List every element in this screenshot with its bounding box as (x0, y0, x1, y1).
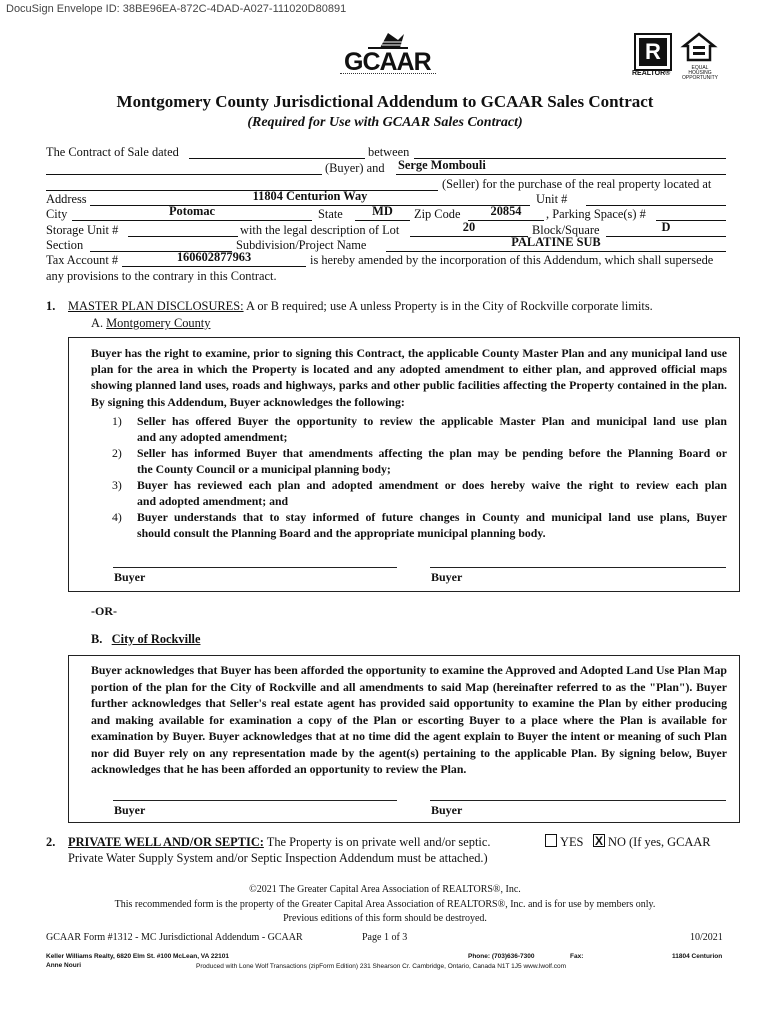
buyer-signature-line-b2[interactable] (430, 800, 726, 801)
property-ref: 11804 Centurion (672, 953, 723, 960)
city-value: Potomac (168, 204, 216, 218)
section-b-text: Buyer acknowledges that Buyer has been afforded the opportunity to examine the Approved and Adopted Land Use Plan Map portion of the plan for the City of Rockville and all amendments to said Map (hereinafter referred to as the "Plan"). Buyer further acknowledges that Seller's real estate agent has provided said opportunity to examine the Plan by either producing and making available for examination a copy of the Plan or escorting Buyer to a place where the Plan is available for examination by Buyer. Buyer acknowledges that at no time did the agent explain to Buyer the intent or meaning of such Plan nor did Buyer rely on any representation made by the agent(s) pertaining to the applicable Plan. By signing below, Buyer acknowledges that he has been afforded an opportunity to review the Plan. (91, 663, 727, 776)
tax-value: 160602877963 (176, 250, 252, 264)
list-item (112, 413, 727, 445)
section1-heading: MASTER PLAN DISCLOSURES: (68, 299, 244, 313)
storage-field[interactable] (128, 223, 238, 237)
section-a-heading-line (91, 316, 210, 331)
no-checkbox[interactable]: X (594, 834, 603, 848)
fax: Fax: (570, 953, 584, 960)
parking-field[interactable] (656, 207, 726, 221)
document-subtitle: (Required for Use with GCAAR Sales Contract) (247, 115, 523, 130)
section-b-heading-line (91, 632, 200, 647)
list-text-line1: Buyer has reviewed each plan and adopted amendment or does hereby waive the right to review each plan (137, 478, 727, 492)
amended-text: is hereby amended by the incorporation of this Addendum, which shall supersede (310, 253, 714, 267)
section1-heading-rest: A or B required; use A unless Property is in the City of Rockville corporate limits. (245, 299, 653, 313)
address-value: 11804 Centurion Way (252, 189, 368, 203)
zip-label: Zip Code (414, 207, 461, 221)
list-text-line2: and any adopted amendment; (137, 430, 288, 444)
section-a-label: Montgomery County (106, 316, 211, 330)
storage-label: Storage Unit # (46, 223, 119, 237)
list-item (112, 477, 727, 509)
section-label: Section (46, 238, 84, 252)
document-title: Montgomery County Jurisdictional Addendum to GCAAR Sales Contract (116, 92, 654, 111)
seller-purchase-label: (Seller) for the purchase of the real property located at (442, 177, 712, 191)
realtor-letter: R (639, 38, 667, 66)
section2-text: The Property is on private well and/or septic. (266, 835, 491, 849)
buyer-label: Buyer (431, 803, 463, 817)
list-text (137, 445, 727, 477)
list-text (137, 477, 727, 509)
section2-heading: PRIVATE WELL AND/OR SEPTIC: (68, 835, 264, 849)
list-number: 4) (112, 510, 122, 524)
between-field[interactable] (414, 145, 726, 159)
realtor-label: REALTOR® (632, 70, 671, 77)
gcaar-logo-text: GCAAR (344, 48, 431, 76)
list-text-line2: the County Council or a municipal planning body; (137, 462, 391, 476)
list-text-line1: Buyer understands that to stay informed of future changes in County and municipal land use plans, Buyer (137, 510, 727, 524)
buyer-label: Buyer (114, 803, 146, 817)
copyright: ©2021 The Greater Capital Area Association of REALTORS®, Inc. (249, 884, 521, 895)
capitol-icon (338, 30, 438, 50)
list-text (137, 413, 727, 445)
section2-text2: Private Water Supply System and/or Septic Inspection Addendum must be attached.) (68, 851, 488, 865)
between-label: between (368, 145, 410, 159)
page-number: Page 1 of 3 (362, 932, 408, 943)
gcaar-logo (338, 30, 438, 78)
city-label: City (46, 207, 68, 221)
tax-label: Tax Account # (46, 253, 119, 267)
no-label: NO (If yes, GCAAR (608, 835, 711, 849)
section2-number: 2. (46, 835, 56, 849)
buyer-label: Buyer (114, 570, 146, 584)
list-text-line1: Seller has informed Buyer that amendments affecting the plan may be pending before the Planning Board or (137, 446, 727, 460)
list-number: 2) (112, 446, 122, 460)
parking-label: , Parking Space(s) # (546, 207, 646, 221)
form-date: 10/2021 (690, 932, 723, 943)
seller-name-value: Serge Mombouli (398, 158, 486, 172)
dated-label: The Contract of Sale dated (46, 145, 179, 159)
or-label: -OR- (91, 604, 117, 618)
envelope-id: DocuSign Envelope ID: 38BE96EA-872C-4DAD-A027-111020D80891 (6, 3, 347, 15)
yes-checkbox[interactable] (545, 834, 557, 847)
list-item (112, 509, 727, 541)
unit-field[interactable] (586, 192, 726, 206)
section-b-label: City of Rockville (111, 632, 201, 646)
subdivision-label: Subdivision/Project Name (236, 238, 367, 252)
section-b-prefix: B. (91, 632, 103, 646)
list-text-line1: Seller has offered Buyer the opportunity to review the applicable Master Plan and municipal land use plan (137, 414, 727, 428)
section1-number: 1. (46, 299, 56, 313)
list-number: 1) (112, 414, 122, 428)
address-label: Address (46, 192, 87, 206)
section-a-list (112, 413, 727, 541)
buyer-signature-line-a1[interactable] (113, 567, 397, 568)
section1-heading-line (68, 299, 653, 314)
unit-label: Unit # (536, 192, 568, 206)
list-item (112, 445, 727, 477)
previous-editions: Previous editions of this form should be destroyed. (283, 913, 487, 924)
list-text-line2: should consult the Planning Board and the appropriate municipal planning body. (137, 526, 546, 540)
subdivision-value: PALATINE SUB (511, 235, 601, 249)
yes-label: YES (560, 835, 584, 849)
list-text (137, 509, 727, 541)
contrary-text: any provisions to the contrary in this Contract. (46, 269, 277, 283)
contract-date-field[interactable] (189, 145, 365, 159)
lot-value: 20 (462, 220, 476, 234)
equal-housing-label: EQUAL HOUSING OPPORTUNITY (681, 65, 719, 81)
zip-value: 20854 (490, 204, 522, 218)
block-value: D (661, 220, 671, 234)
list-text-line2: and adopted amendment; and (137, 494, 289, 508)
buyer-name-field[interactable] (46, 161, 322, 175)
brokerage: Keller Williams Realty, 6820 Elm St. #100 McLean, VA 22101 (46, 953, 229, 960)
produced-with: Produced with Lone Wolf Transactions (zipForm Edition) 231 Shearson Cr. Cambridge, Ontario, Canada N1T 1J5 www.lwolf.com (196, 963, 567, 970)
section-a-text: Buyer has the right to examine, prior to signing this Contract, the applicable County Master Plan and any municipal land use plan for the area in which the Property is located and any adopted amendment to either plan, and approved official maps showing planned land uses, roads and highways, parks and other public facilities affecting the Property contained in the plan. By signing this Addendum, Buyer acknowledges the following: (91, 346, 727, 409)
buyer-and-label: (Buyer) and (325, 161, 385, 175)
section2-line (68, 835, 490, 850)
list-number: 3) (112, 478, 122, 492)
block-label: Block/Square (532, 223, 600, 237)
state-label: State (318, 207, 343, 221)
buyer-signature-line-a2[interactable] (430, 567, 726, 568)
buyer-label: Buyer (431, 570, 463, 584)
realtor-logo (634, 33, 672, 71)
state-value: MD (372, 204, 393, 218)
agent-name: Anne Nouri (46, 962, 82, 969)
buyer-signature-line-b1[interactable] (113, 800, 397, 801)
form-number: GCAAR Form #1312 - MC Jurisdictional Addendum - GCAAR (46, 932, 303, 943)
legal-label: with the legal description of Lot (240, 223, 400, 237)
recommended-text: This recommended form is the property of the Greater Capital Area Association of REALTORS®, Inc. and is for use by members only. (114, 899, 656, 910)
section-a-prefix: A. (91, 316, 104, 330)
logo-tagline (340, 73, 436, 77)
phone: Phone: (703)636-7300 (468, 953, 535, 960)
